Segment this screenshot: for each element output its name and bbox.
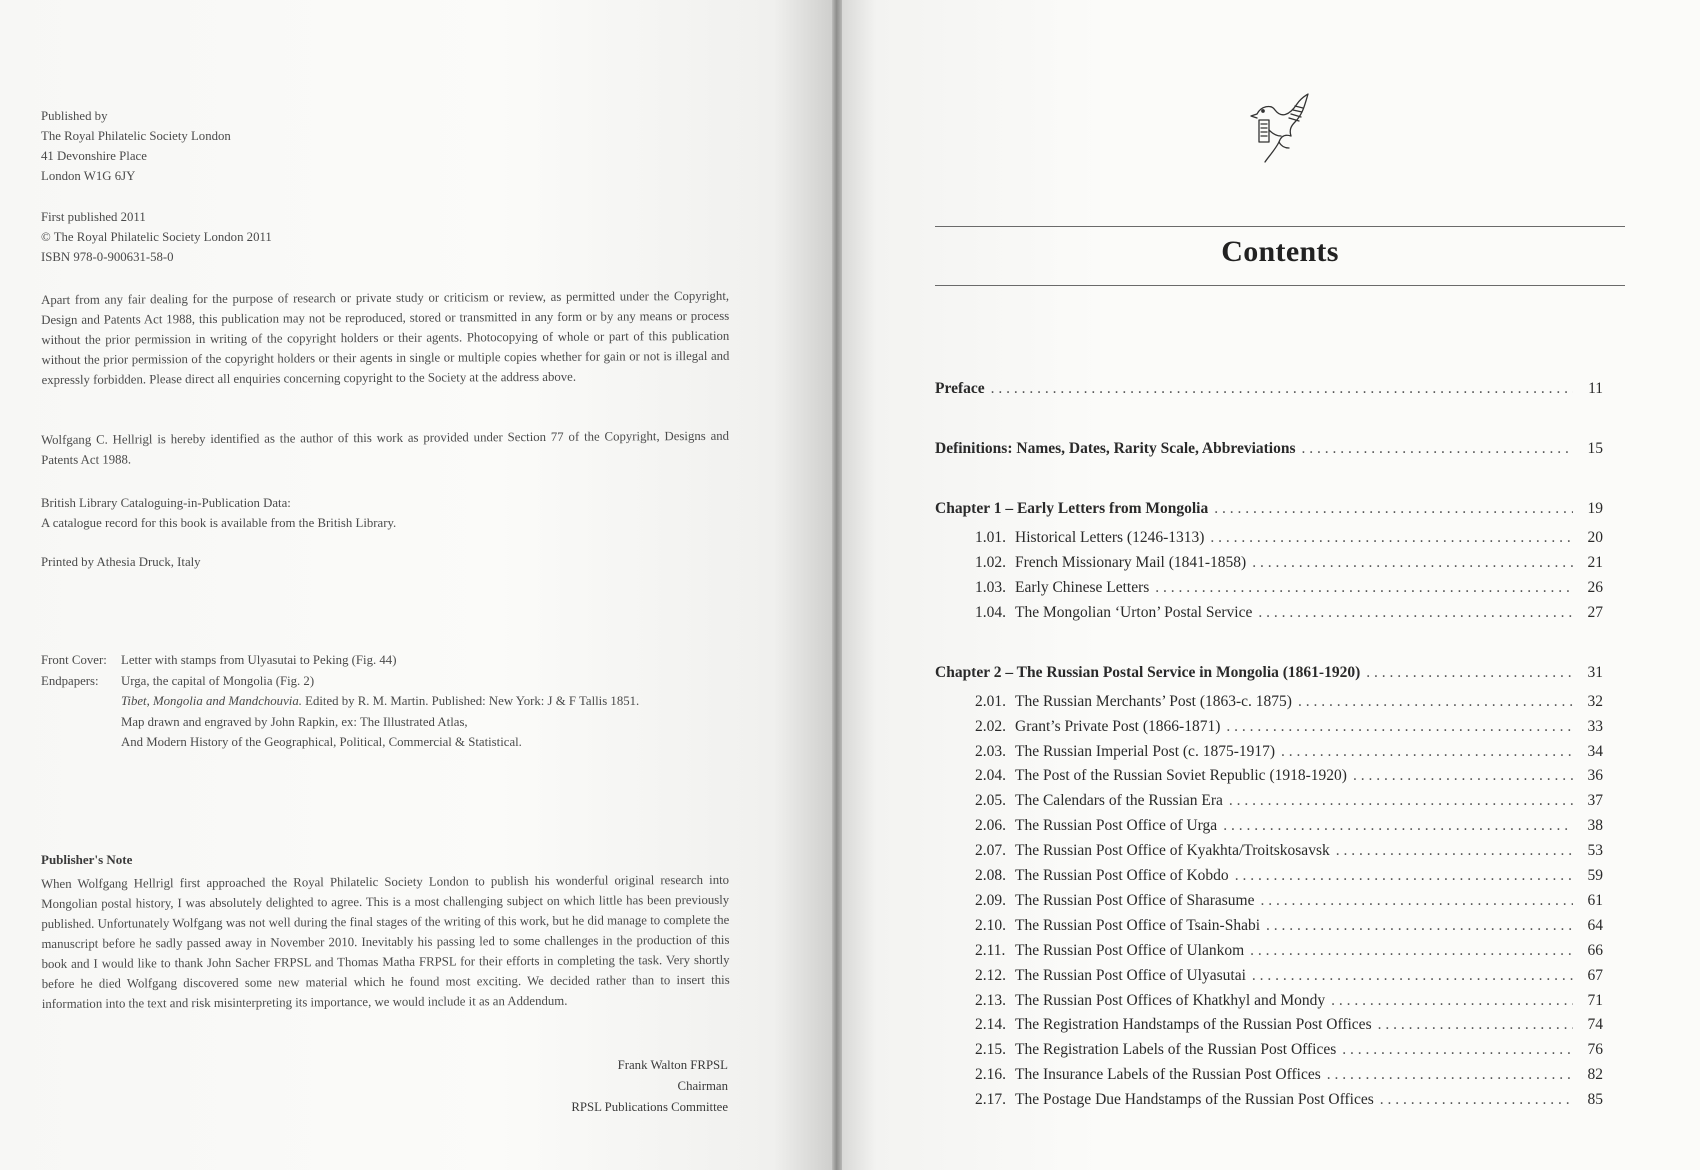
edition-block [41,207,272,267]
toc-entry-number: 2.12. [975,966,1006,984]
toc-entry-page: 61 [1587,891,1603,909]
toc-leader-dots [1331,992,1573,1010]
title-rule-top [935,226,1625,227]
copyright-line: © The Royal Philatelic Society London 2011 [41,230,272,244]
toc-leader-dots [1266,917,1573,935]
toc-section-entry [935,917,1603,939]
toc-leader-dots [1261,892,1574,910]
author-paragraph [41,426,729,470]
toc-entry-page: 59 [1587,867,1603,884]
toc-entry-title: Definitions: Names, Dates, Rarity Scale, Abbreviations [935,440,1296,457]
contents-title: Contents [1221,235,1339,268]
toc-entry-number: 2.03. [975,742,1006,760]
publisher-line: The Royal Philatelic Society London [41,129,231,143]
cip-block [41,493,396,533]
toc-leader-dots [1235,867,1573,885]
toc-entry-title: Historical Letters (1246-1313) [1015,529,1205,546]
toc-entry-title: The Russian Post Offices of Khatkhyl and Mondy [1015,991,1326,1009]
toc-entry-page: 19 [1587,500,1603,517]
toc-entry-title: The Russian Post Office of Sharasume [1015,891,1255,909]
toc-entry-number: 2.07. [975,842,1006,860]
toc-entry-page: 34 [1587,742,1603,760]
toc-entry-title: The Russian Post Office of Ulankom [1015,941,1245,959]
toc-leader-dots [1252,967,1573,985]
publishers-note-text: When Wolfgang Hellrigl first approached the Royal Philatelic Society London to publish his wonderful original research into Mongolian postal history, I was absolutely delighted to agree. This is a most challenging subject on which little has been previously published. Unfortunately Wolfgang was not well during the final stages of the writing of this work, but he did manage to complete the manuscript before he sadly passed away in November 2010. Inevitably his passing led to some challenges in the production of this book and I would like to thank John Sacher FRPSL and Thomas Matha FRPSL for their efforts in completing the task. Very shortly before he died Wolfgang discovered some new material which he found most exciting. We decided rather than to insert this information into the text and risk misinterpreting its importance, we would include it as an Addendum. [41,872,730,1011]
toc-entry-title: The Russian Merchants’ Post (1863-c. 1875) [1015,692,1292,710]
toc-leader-dots [1210,529,1573,547]
toc-entry-page: 20 [1587,529,1603,546]
toc-entry-title: The Insurance Labels of the Russian Post Offices [1015,1066,1321,1084]
copyright-text: Apart from any fair dealing for the purpose of research or private study or criticism or review, as permitted under the Copyright, Design and Patents Act 1988, this publication may not be reproduced, stored or transmitted in any form or by any means or process without the prior permission in writing of the copyright holders or their agents. Photocopying of whole or part of this publication without the prior permission of the copyright holders or their agents in single or multiple copies whether for gain or not is illegal and expressly forbidden. Please direct all enquiries concerning copyright to the Society at the address above. [41,288,730,387]
endpapers-line: And Modern History of the Geographical, Political, Commercial & Statistical. [121,735,522,749]
toc-entry-title: Chapter 1 – Early Letters from Mongolia [935,500,1209,517]
toc-section-entry [935,554,1603,576]
toc-leader-dots [1229,792,1573,810]
toc-entry-number: 2.13. [975,991,1006,1009]
toc-entry-title: Early Chinese Letters [1015,578,1150,596]
toc-leader-dots [1258,604,1573,622]
toc-entry-title: The Russian Post Office of Kobdo [1015,867,1229,884]
toc-entry-number: 2.15. [975,1041,1006,1059]
toc-entry-page: 21 [1587,553,1603,571]
toc-section-entry [935,792,1603,814]
toc-entry-number: 2.17. [975,1091,1006,1109]
toc-entry-title: Preface [935,380,985,397]
toc-entry-page: 38 [1587,817,1603,835]
toc-entry-page: 67 [1587,966,1603,984]
endpapers-line: Map drawn and engraved by John Rapkin, ex: The Illustrated Atlas, [121,714,468,729]
endpapers-line: Urga, the capital of Mongolia (Fig. 2) [121,673,315,688]
toc-entry-page: 36 [1587,767,1603,785]
toc-entry-page: 71 [1587,991,1603,1009]
toc-entry-number: 2.08. [975,867,1006,884]
toc-entry-number: 1.03. [975,578,1006,596]
signature-role: Chairman [677,1079,728,1093]
toc-section-entry [935,1041,1603,1063]
toc-section-entry [935,817,1603,839]
toc-chapter-entry [935,664,1603,686]
toc-leader-dots [1226,718,1573,736]
toc-entry-page: 53 [1587,842,1603,860]
toc-entry-title: The Postage Due Handstamps of the Russian Post Offices [1015,1091,1374,1109]
signature-block [480,1055,728,1118]
toc-entry-page: 27 [1587,603,1603,621]
toc-leader-dots [1252,554,1573,572]
toc-section-entry [935,743,1603,765]
toc-entry-page: 31 [1587,663,1603,681]
publisher-line: London W1G 6JY [41,169,136,183]
toc-entry-number: 1.02. [975,553,1006,571]
cip-line: A catalogue record for this book is available from the British Library. [41,516,397,530]
toc-entry-page: 64 [1587,916,1603,934]
toc-leader-dots [1380,1091,1573,1109]
toc-entry-title: The Russian Post Office of Urga [1015,817,1218,835]
toc-entry-title: Chapter 2 – The Russian Postal Service in Mongolia (1861-1920) [935,663,1361,681]
imprint-page [0,0,832,1170]
toc-entry-title: The Registration Handstamps of the Russian Post Offices [1015,1016,1372,1034]
toc-section-entry [935,992,1603,1014]
toc-entry-page: 66 [1587,941,1603,959]
publisher-line: 41 Devonshire Place [41,149,147,163]
toc-chapter-entry [935,440,1603,462]
toc-entry-number: 1.01. [975,529,1006,546]
toc-leader-dots [1223,817,1573,835]
signature-name: Frank Walton FRPSL [617,1058,728,1072]
map-edition: Edited by R. M. Martin. Published: New York: J & F Tallis 1851. [301,694,640,708]
toc-entry-number: 2.16. [975,1066,1006,1084]
edition-line: First published 2011 [41,210,146,224]
printer-text: Printed by Athesia Druck, Italy [41,555,201,569]
toc-entry-number: 1.04. [975,603,1006,621]
toc-entry-title: The Mongolian ‘Urton’ Postal Service [1015,603,1253,621]
front-cover-text: Letter with stamps from Ulyasutai to Peking (Fig. 44) [121,653,397,667]
toc-entry-title: The Russian Post Office of Tsain-Shabi [1015,916,1261,934]
publishers-note-title: Publisher's Note [41,852,133,867]
toc-chapter-entry [935,500,1603,522]
toc-entry-number: 2.04. [975,767,1006,785]
toc-entry-number: 2.11. [975,941,1006,959]
toc-entry-number: 2.02. [975,717,1006,735]
toc-section-entry [935,942,1603,964]
toc-leader-dots [1155,579,1573,597]
toc-entry-title: The Russian Post Office of Ulyasutai [1015,966,1246,984]
toc-entry-page: 32 [1587,692,1603,710]
toc-chapter-entry [935,380,1603,402]
cover-credits [41,650,639,753]
toc-section-entry [935,1066,1603,1088]
signature-committee: RPSL Publications Committee [571,1100,728,1114]
toc-entry-title: Grant’s Private Post (1866-1871) [1015,717,1221,735]
toc-entry-title: The Post of the Russian Soviet Republic (1918-1920) [1015,767,1347,785]
toc-entry-title: The Russian Imperial Post (c. 1875-1917) [1015,742,1276,760]
endpapers-line [119,691,639,712]
toc-leader-dots [1353,767,1573,785]
endpapers-label: Endpapers: [41,673,99,688]
toc-entry-number: 2.01. [975,692,1006,710]
publisher-line: Published by [41,109,108,123]
toc-section-entry [935,529,1603,551]
toc-leader-dots [1281,743,1573,761]
toc-section-entry [935,579,1603,601]
book-gutter [832,0,842,1170]
toc-entry-page: 82 [1587,1066,1603,1084]
toc-leader-dots [1327,1066,1573,1084]
toc-entry-number: 2.10. [975,916,1006,934]
toc-entry-page: 37 [1587,792,1603,810]
publishers-note-body [41,870,730,1014]
toc-leader-dots [1214,500,1573,518]
toc-leader-dots [1366,664,1573,682]
toc-section-entry [935,867,1603,889]
toc-section-entry [935,718,1603,740]
toc-entry-number: 2.05. [975,792,1006,810]
toc-section-entry [935,767,1603,789]
toc-entry-number: 2.14. [975,1016,1006,1034]
dove-with-letter-icon [1245,90,1311,166]
copyright-paragraph [41,286,730,390]
toc-entry-number: 2.06. [975,817,1006,835]
toc-section-entry [935,1091,1603,1113]
toc-entry-page: 74 [1587,1016,1603,1034]
toc-entry-page: 76 [1587,1041,1603,1059]
toc-leader-dots [1336,842,1573,860]
toc-leader-dots [991,380,1573,398]
toc-entry-number: 2.09. [975,891,1006,909]
isbn-line: ISBN 978-0-900631-58-0 [41,250,174,264]
toc-section-entry [935,892,1603,914]
toc-entry-title: The Registration Labels of the Russian Post Offices [1015,1041,1337,1059]
author-text: Wolfgang C. Hellrigl is hereby identified as the author of this work as provided under Section 77 of the Copyright, Designs and Patents Act 1988. [41,428,730,467]
toc-leader-dots [1342,1041,1573,1059]
toc-entry-title: The Calendars of the Russian Era [1015,792,1223,810]
toc-entry-title: French Missionary Mail (1841-1858) [1015,553,1247,571]
toc-entry-page: 11 [1588,380,1603,397]
toc-leader-dots [1302,440,1574,458]
title-rule-bottom [935,285,1625,286]
toc-section-entry [935,604,1603,626]
toc-entry-page: 26 [1587,578,1603,596]
printer-line [41,552,201,572]
toc-section-entry [935,967,1603,989]
toc-entry-page: 15 [1587,440,1603,457]
toc-section-entry [935,693,1603,715]
toc-entry-title: The Russian Post Office of Kyakhta/Troitskosavsk [1015,842,1330,860]
toc-entry-page: 33 [1587,717,1603,735]
map-title: Tibet, Mongolia and Mandchouvia. [121,694,302,708]
toc-section-entry [935,842,1603,864]
toc-leader-dots [1250,942,1573,960]
front-cover-label: Front Cover: [41,653,107,667]
toc-entry-page: 85 [1587,1091,1603,1109]
toc-leader-dots [1298,693,1573,711]
toc-leader-dots [1378,1016,1573,1034]
toc-section-entry [935,1016,1603,1038]
publisher-block [41,106,231,186]
cip-line: British Library Cataloguing-in-Publication Data: [41,496,291,510]
